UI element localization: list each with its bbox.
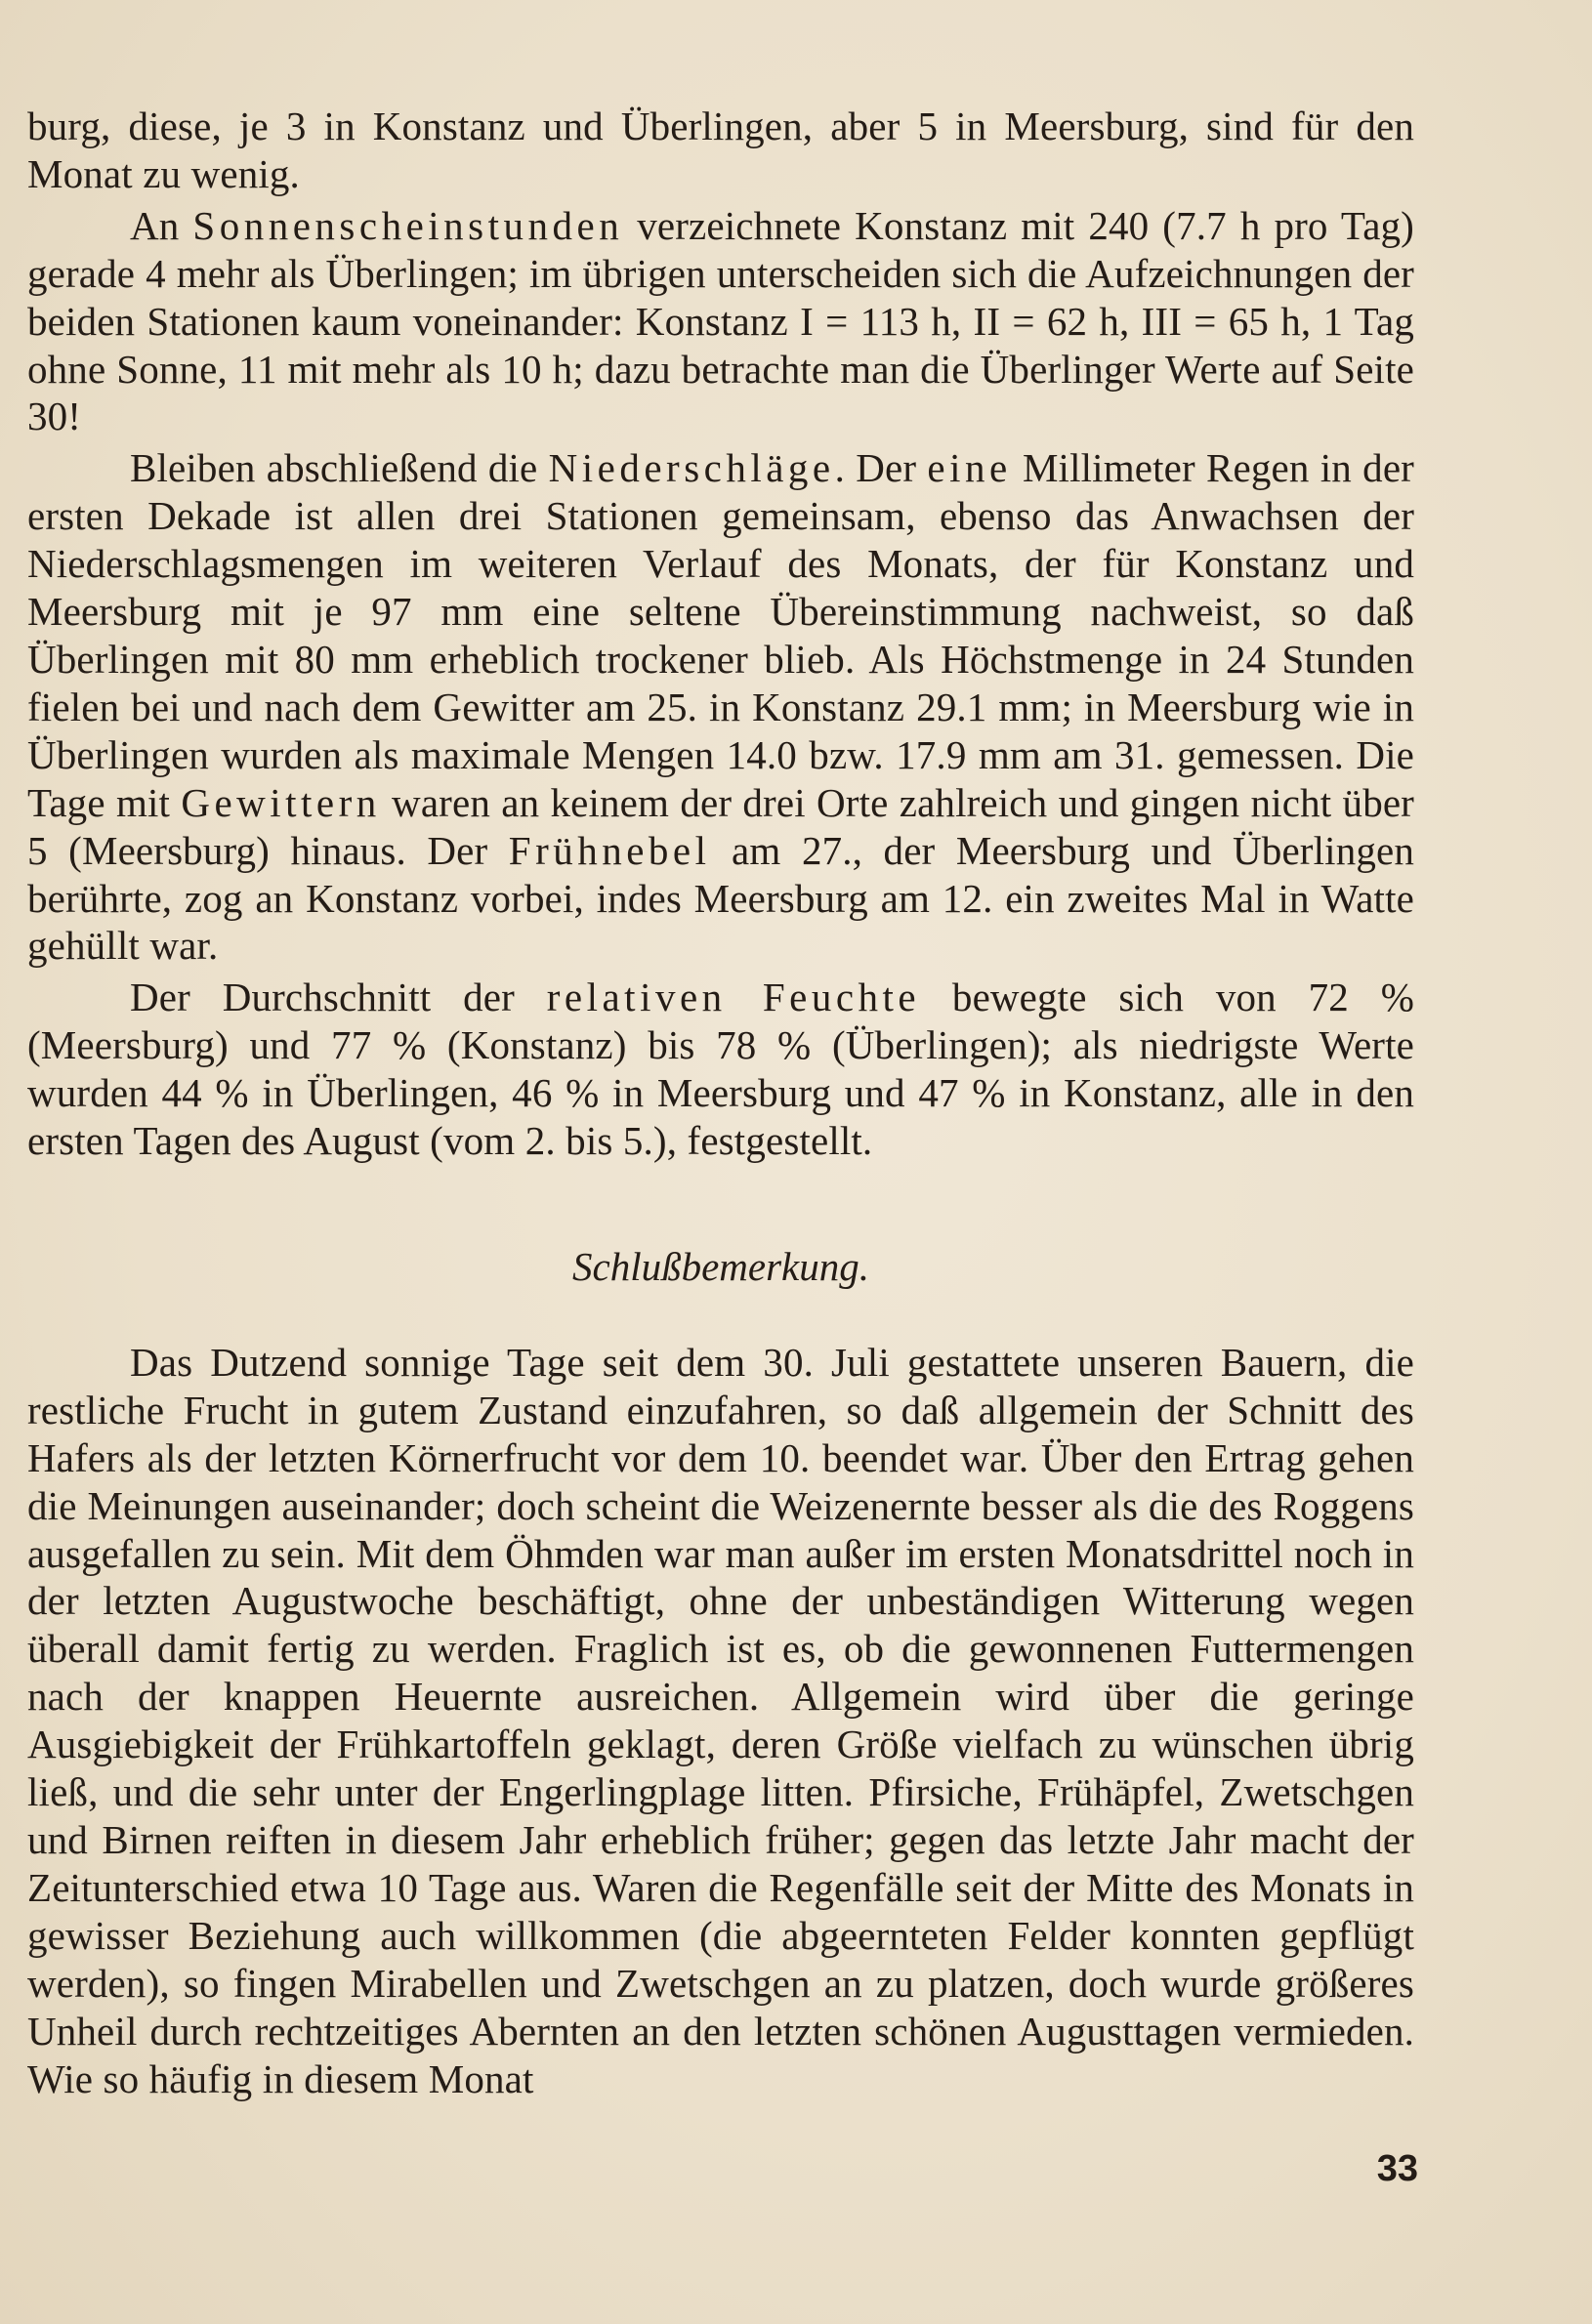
page-number: 33 xyxy=(1376,2148,1418,2189)
paragraph xyxy=(27,444,1414,970)
paragraph xyxy=(27,974,1414,1165)
text-run: Bleiben abschließend die xyxy=(130,445,549,491)
paragraph xyxy=(27,103,1414,198)
text-run: An xyxy=(130,202,193,248)
text-column xyxy=(27,103,1414,2102)
text-run: Der Durchschnitt der xyxy=(130,975,547,1020)
section-heading: Schlußbemerkung. xyxy=(572,1243,869,1289)
text-run: Millimeter Regen in der ersten Dekade ist allen drei Stationen gemeinsam, ebenso das Anwachsen der Niederschlagsmengen im weiteren Verlauf des Monats, der für Konstanz und Meersburg mit je 97 mm eine seltene Übereinstimmung nachweist, so daß Überlingen mit 80 mm erheblich trockener blieb. Als Höchstmenge in 24 Stunden fielen bei und nach dem Gewitter am 25. in Konstanz 29.1 mm; in Meersburg wie in Überlingen wurden als maximale Mengen 14.0 bzw. 17.9 mm am 31. gemessen. Die Tage mit xyxy=(27,445,1414,825)
spaced-term: relativen Feuchte xyxy=(546,975,921,1020)
text-run: Das Dutzend sonnige Tage seit dem 30. Juli gestattete unseren Bauern, die restliche Frucht in gutem Zustand einzufahren, so daß allgemein der Schnitt des Hafers als der letzten Körnerfrucht vor dem 10. beendet war. Über den Ertrag gehen die Meinungen auseinander; doch scheint die Weizenernte besser als die des Roggens ausgefallen zu sein. Mit dem Öhmden war man außer im ersten Monatsdrittel noch in der letzten Augustwoche beschäftigt, ohne der unbeständigen Witterung wegen überall damit fertig zu werden. Fraglich ist es, ob die gewonnenen Futtermengen nach der knappen Heuernte ausreichen. Allgemein wird über die geringe Ausgiebigkeit der Frühkartoffeln geklagt, deren Größe vielfach zu wünschen übrig ließ, und die sehr unter der Engerlingplage litten. Pfirsiche, Frühäpfel, Zwetschgen und Birnen reiften in diesem Jahr erheblich früher; gegen das letzte Jahr macht der Zeitunterschied etwa 10 Tage aus. Waren die Regenfälle seit der Mitte des Monats in gewisser Beziehung auch willkommen (die abgeernteten Felder konnten gepflügt werden), so fingen Mirabellen und Zwetschgen an zu platzen, doch wurde größeres Unheil durch rechtzeitiges Abernten an den letzten schönen Augusttagen vermieden. Wie so häufig in diesem Monat xyxy=(27,1339,1414,2101)
spaced-term: Sonnenscheinstunden xyxy=(192,202,624,248)
spaced-term: Frühnebel xyxy=(508,827,711,873)
spaced-term: eine xyxy=(927,445,1012,491)
spaced-term: Niederschläge xyxy=(548,445,835,491)
text-run: am 27., der Meersburg und Überlingen berührte, zog an Konstanz vorbei, indes Meersburg am 12. ein zweites Mal in Watte gehüllt war. xyxy=(27,827,1414,969)
paragraph xyxy=(27,202,1414,441)
text-run: burg, diese, je 3 in Konstanz und Überlingen, aber 5 in Meersburg, sind für den Monat zu wenig. xyxy=(27,104,1414,196)
weather-report-paragraphs xyxy=(27,103,1414,1165)
text-run: bewegte sich von 72 % (Meersburg) und 77 % (Konstanz) bis 78 % (Überlingen); als niedrigste Werte wurden 44 % in Überlingen, 46 % in Meersburg und 47 % in Konstanz, alle in den ersten Tagen des August (vom 2. bis 5.), festgestellt. xyxy=(27,975,1414,1164)
spaced-term: Gewittern xyxy=(181,779,381,825)
paragraph xyxy=(27,1339,1414,2103)
text-run: waren an keinem der drei Orte zahlreich und gingen nicht über 5 (Meersburg) hinaus. Der xyxy=(27,779,1414,873)
text-run: . Der xyxy=(834,445,928,491)
closing-remarks xyxy=(27,1339,1414,2103)
text-run: verzeichnete Konstanz mit 240 (7.7 h pro Tag) gerade 4 mehr als Überlingen; im übrigen unterscheiden sich die Aufzeichnungen der beiden Stationen kaum voneinander: Konstanz I = 113 h, II = 62 h, III = 65 h, 1 Tag ohne Sonne, 11 mit mehr als 10 h; dazu betrachte man die Überlinger Werte auf Seite 30! xyxy=(27,202,1414,439)
